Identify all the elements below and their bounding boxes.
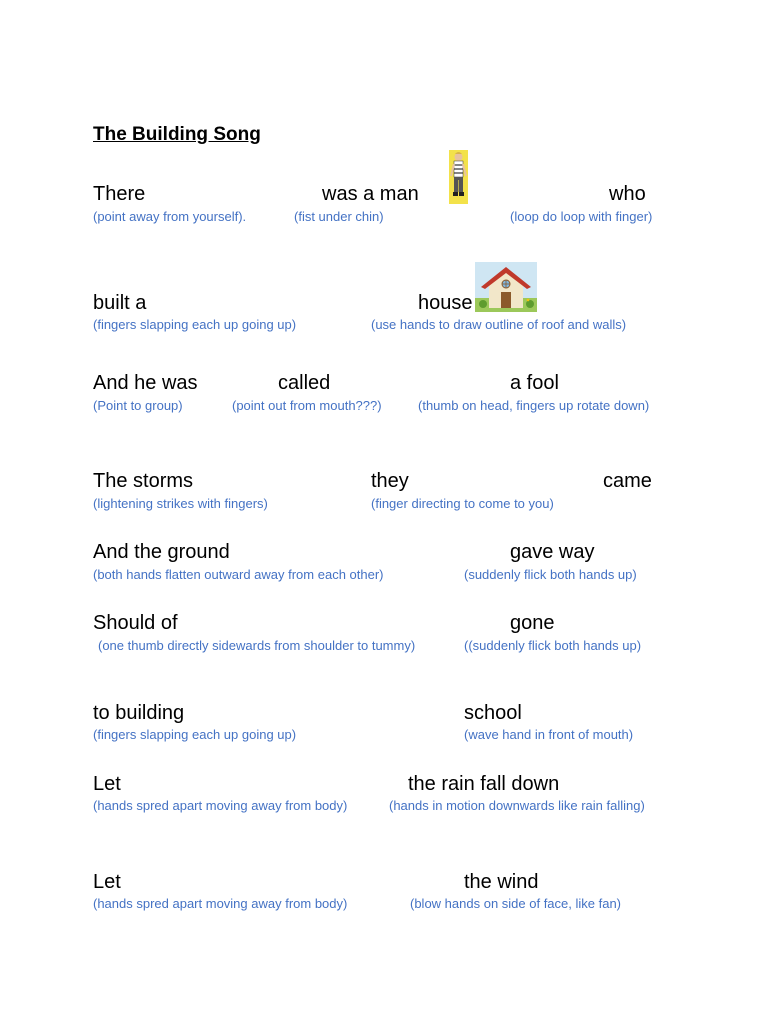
lyric-word: And he was [93,372,198,394]
action-note: (lightening strikes with fingers) [93,496,268,511]
man-illustration [449,150,468,204]
action-note: (Point to group) [93,398,183,413]
lyric-word: There [93,183,146,205]
action-note: (point away from yourself). [93,209,247,224]
lyric-word: called [278,372,331,394]
lyric-word: was a man [322,183,419,205]
action-note: (fingers slapping each up going up) [93,317,297,332]
action-note: (thumb on head, fingers up rotate down) [418,398,650,413]
lyric-word: the wind [464,871,539,893]
action-note: (both hands flatten outward away from each other) [93,567,384,582]
lyric-word: built a [93,292,147,314]
lyric-word: school [464,702,522,724]
lyric-word: Let [93,871,121,893]
action-note: (finger directing to come to you) [371,496,554,511]
action-note: ((suddenly flick both hands up) [464,638,642,653]
lyric-word: a fool [510,372,559,394]
lyric-word: And the ground [93,541,230,563]
song-title: The Building Song [93,124,261,145]
lyric-word: Should of [93,612,178,634]
lyric-word: they [371,470,409,492]
action-note: (blow hands on side of face, like fan) [410,896,622,911]
lyric-word: gave way [510,541,595,563]
lyric-word: came [603,470,652,492]
lyric-word: to building [93,702,185,724]
lyric-word: who [609,183,646,205]
action-note: (suddenly flick both hands up) [464,567,637,582]
lyric-word: the rain fall down [408,773,560,795]
action-note: (point out from mouth???) [232,398,382,413]
house-icon [475,262,537,312]
action-note: (hands spred apart moving away from body) [93,798,348,813]
lyric-word: house [418,292,473,314]
action-note: (loop do loop with finger) [510,209,653,224]
action-note: (hands in motion downwards like rain falling) [389,798,645,813]
action-note: (fingers slapping each up going up) [93,727,297,742]
lyric-word: gone [510,612,555,634]
action-note: (use hands to draw outline of roof and walls) [371,317,627,332]
action-note: (wave hand in front of mouth) [464,727,634,742]
lyric-word: Let [93,773,121,795]
action-note: (hands spred apart moving away from body) [93,896,348,911]
action-note: (one thumb directly sidewards from shoulder to tummy) [98,638,416,653]
lyric-word: The storms [93,470,194,492]
action-note: (fist under chin) [294,209,384,224]
